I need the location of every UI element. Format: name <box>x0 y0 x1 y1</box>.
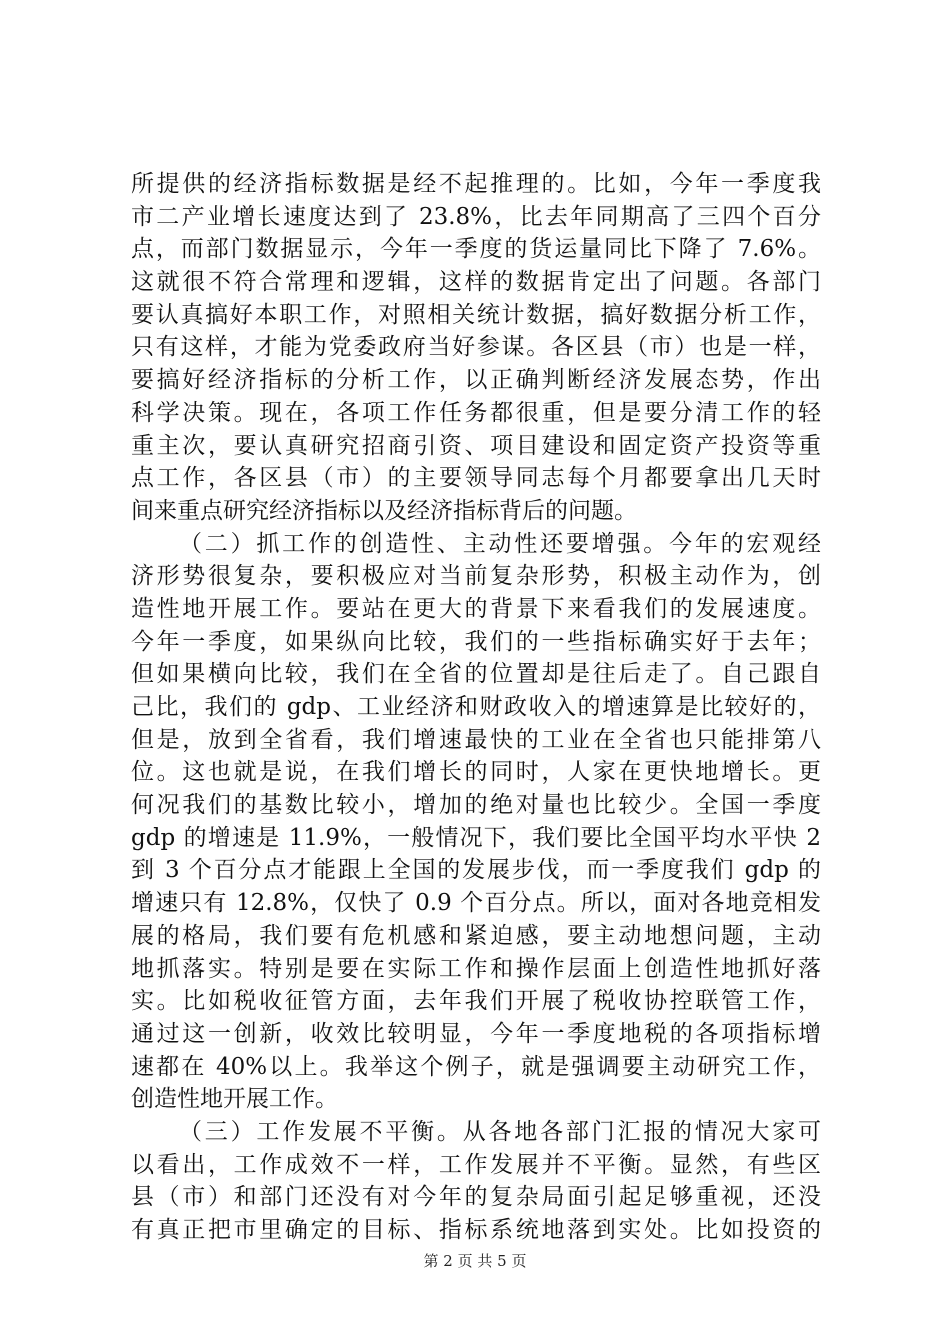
text-line: 创造性地开展工作。 <box>131 1086 338 1113</box>
text-line: 己比，我们的 gdp、工业经济和财政收入的增速算是比较好的， <box>131 694 821 720</box>
text-line: （二）抓工作的创造性、主动性还要增强。今年的宏观经 <box>179 530 821 557</box>
text-line: 实。比如税收征管方面，去年我们开展了税收协控联管工作， <box>131 988 821 1015</box>
text-line: gdp 的增速是 11.9%，一般情况下，我们要比全国平均水平快 2 <box>131 824 821 851</box>
text-line: 速都在 40%以上。我举这个例子，就是强调要主动研究工作， <box>131 1053 821 1080</box>
text-line: 所提供的经济指标数据是经不起推理的。比如，今年一季度我 <box>131 171 821 197</box>
text-line: 展的格局，我们要有危机感和紧迫感，要主动地想问题，主动 <box>131 922 821 949</box>
text-line: 只有这样，才能为党委政府当好参谋。各区县（市）也是一样， <box>131 334 821 361</box>
page-number-footer: 第 2 页 共 5 页 <box>423 1252 527 1270</box>
text-line: 但是，放到全省看，我们增速最快的工业在全省也只能排第八 <box>131 726 821 753</box>
text-line: 增速只有 12.8%，仅快了 0.9 个百分点。所以，面对各地竞相发 <box>131 890 821 917</box>
text-line: 通过这一创新，收效比较明显，今年一季度地税的各项指标增 <box>131 1020 821 1047</box>
text-line: 重主次，要认真研究招商引资、项目建设和固定资产投资等重 <box>131 432 821 459</box>
text-line: 科学决策。现在，各项工作任务都很重，但是要分清工作的轻 <box>131 399 821 426</box>
text-line: 位。这也就是说，在我们增长的同时，人家在更快地增长。更 <box>131 759 821 786</box>
text-line: 县（市）和部门还没有对今年的复杂局面引起足够重视，还没 <box>131 1184 821 1211</box>
text-line: 市二产业增长速度达到了 23.8%，比去年同期高了三四个百分 <box>131 203 821 230</box>
text-line: 但如果横向比较，我们在全省的位置却是往后走了。自己跟自 <box>131 661 821 688</box>
text-line: 地抓落实。特别是要在实际工作和操作层面上创造性地抓好落 <box>131 955 821 982</box>
text-line: 今年一季度，如果纵向比较，我们的一些指标确实好于去年； <box>131 628 821 655</box>
text-line: 点，而部门数据显示，今年一季度的货运量同比下降了 7.6%。 <box>131 236 821 263</box>
text-line: （三）工作发展不平衡。从各地各部门汇报的情况大家可 <box>179 1118 821 1145</box>
text-line: 要认真搞好本职工作，对照相关统计数据，搞好数据分析工作， <box>131 301 821 328</box>
text-line: 点工作，各区县（市）的主要领导同志每个月都要拿出几天时 <box>131 465 821 492</box>
document-body <box>131 168 821 1247</box>
text-line: 这就很不符合常理和逻辑，这样的数据肯定出了问题。各部门 <box>131 269 821 296</box>
text-line: 间来重点研究经济指标以及经济指标背后的问题。 <box>131 497 637 524</box>
text-line: 要搞好经济指标的分析工作，以正确判断经济发展态势，作出 <box>131 367 821 394</box>
text-line: 济形势很复杂，要积极应对当前复杂形势，积极主动作为，创 <box>131 563 821 590</box>
text-line: 何况我们的基数比较小，增加的绝对量也比较少。全国一季度 <box>131 792 821 819</box>
text-line: 到 3 个百分点才能跟上全国的发展步伐，而一季度我们 gdp 的 <box>131 857 821 884</box>
text-line: 有真正把市里确定的目标、指标系统地落到实处。比如投资的 <box>131 1217 821 1243</box>
text-line: 造性地开展工作。要站在更大的背景下来看我们的发展速度。 <box>131 595 821 622</box>
text-line: 以看出，工作成效不一样，工作发展并不平衡。显然，有些区 <box>131 1151 821 1178</box>
